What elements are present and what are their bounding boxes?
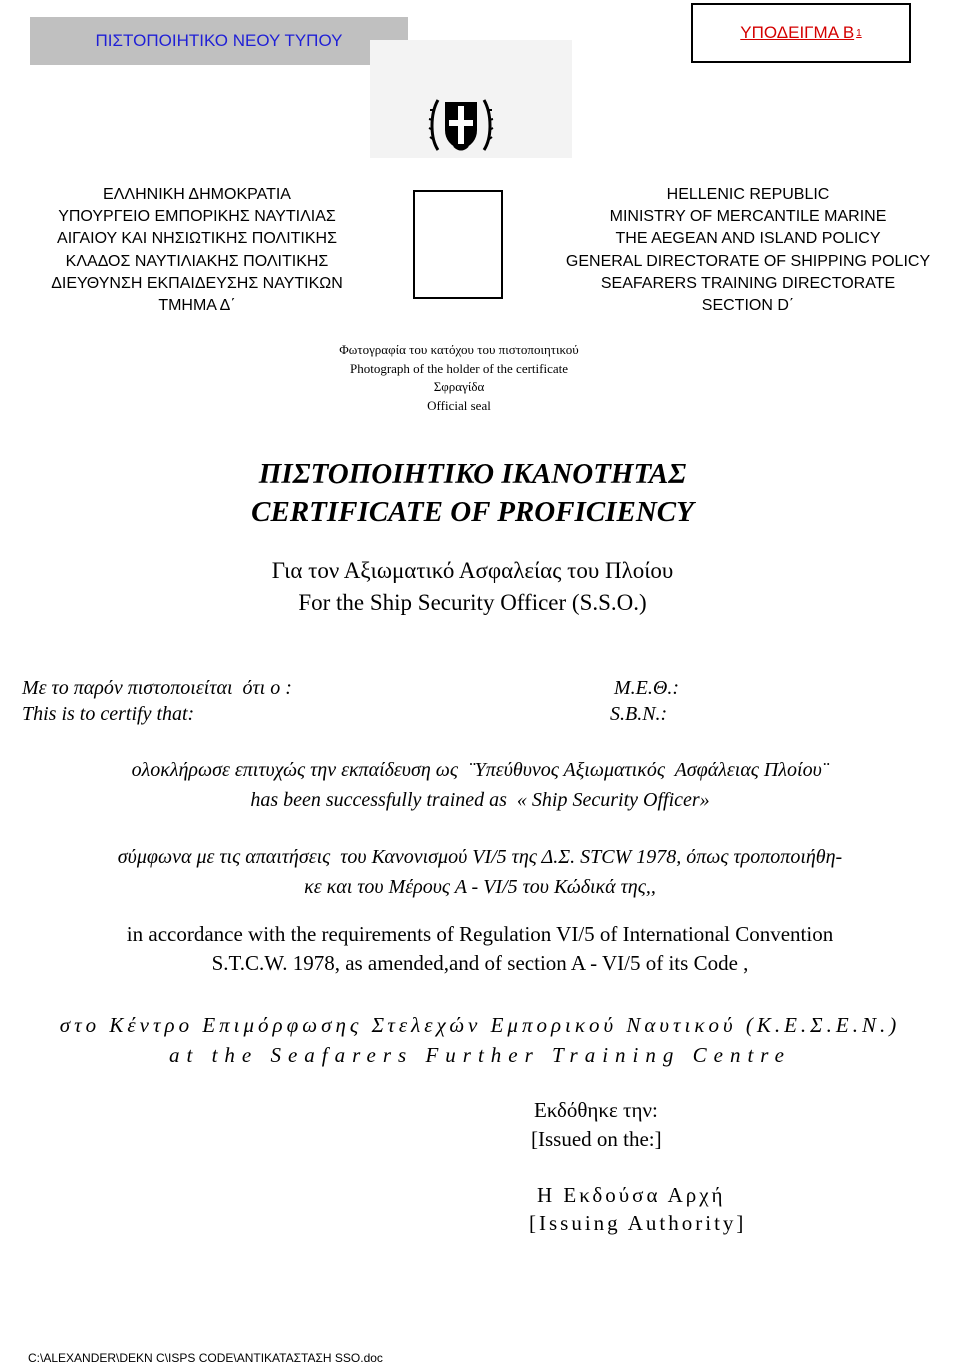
- new-type-banner: [30, 17, 408, 65]
- certify-gr: Με το παρόν πιστοποιείται ότι ο :: [22, 677, 292, 699]
- photo-caption-en: Photograph of the holder of the certificate: [349, 360, 569, 376]
- header-en-line: SEAFARERS TRAINING DIRECTORATE: [600, 274, 896, 292]
- header-en-line: SECTION D΄: [701, 297, 795, 315]
- header-gr-line: ΥΠΟΥΡΓΕΙΟ ΕΜΠΟΡΙΚΗΣ ΝΑΥΤΙΛΙΑΣ: [58, 208, 336, 226]
- greek-authority-header: [10, 184, 384, 317]
- header-gr-line: ΔΙΕΥΘΥΝΣΗ ΕΚΠΑΙΔΕΥΣΗΣ ΝΑΥΤΙΚΩΝ: [51, 274, 343, 292]
- header-en-line: HELLENIC REPUBLIC: [666, 186, 830, 203]
- accordance-en-line: in accordance with the requirements of Regulation VI/5 of International Convention: [126, 922, 834, 946]
- certificate-title: [0, 455, 945, 531]
- seal-caption-gr: Σφραγίδα: [433, 379, 485, 394]
- training-centre-gr: στο Κέντρο Επιμόρφωσης Στελεχών Εμπορικού Ναυτικού (Κ.Ε.Σ.Ε.Ν.): [59, 1013, 901, 1037]
- header-gr-line: ΤΜΗΜΑ Δ΄: [158, 297, 236, 315]
- title-gr: ΠΙΣΤΟΠΟΙΗΤΙΚΟ ΙΚΑΝΟΤΗΤΑΣ: [258, 458, 687, 490]
- certify-en: This is to certify that:: [22, 703, 195, 725]
- meth-label: Μ.Ε.Θ.:: [614, 677, 679, 699]
- subtitle-gr: Για τον Αξιωματικό Ασφαλείας του Πλοίου: [271, 558, 674, 583]
- requirements-gr-line: σύμφωνα με τις απαιτήσεις του Κανονισμού VI/5 της Δ.Σ. STCW 1978, όπως τροποποιήθη-: [117, 846, 843, 868]
- sample-footnote: 1: [856, 27, 862, 39]
- certificate-subtitle: [0, 555, 945, 619]
- trained-gr: ολοκλήρωσε επιτυχώς την εκπαίδευση ως ¨Υπεύθυνος Αξιωματικός Ασφάλειας Πλοίου¨: [131, 759, 829, 781]
- header-gr-line: ΚΛΑΔΟΣ ΝΑΥΤΙΛΙΑΚΗΣ ΠΟΛΙΤΙΚΗΣ: [65, 252, 329, 270]
- subtitle-en: For the Ship Security Officer (S.S.O.): [298, 590, 647, 615]
- accordance-en-line: S.T.C.W. 1978, as amended,and of section A - VI/5 of its Code ,: [211, 951, 749, 975]
- header-en-line: THE AEGEAN AND ISLAND POLICY: [615, 230, 881, 248]
- photo-seal-captions: [280, 341, 638, 415]
- photo-caption-gr: Φωτογραφία του κατόχου του πιστοποιητικού: [339, 342, 579, 357]
- english-authority-header: [540, 184, 956, 317]
- trained-en: has been successfully trained as « Ship Security Officer»: [250, 789, 710, 811]
- issued-on-en: [Issued on the:]: [531, 1127, 662, 1151]
- requirements-gr-line: κε και του Μέρους Α - VI/5 του Κώδικά της,,: [304, 876, 656, 898]
- issued-on-gr: Εκδόθηκε την:: [534, 1098, 658, 1122]
- issuing-authority-en: [Issuing Authority]: [529, 1211, 747, 1235]
- new-type-label: ΠΙΣΤΟΠΟΙΗΤΙΚΟ ΝΕΟΥ ΤΥΠΟΥ: [95, 31, 343, 50]
- header-en-line: MINISTRY OF MERCANTILE MARINE: [609, 208, 887, 226]
- document-file-path: C:\ALEXANDER\DEKN C\ISPS CODE\ΑΝΤΙΚΑΤΑΣΤΑΣΗ SSO.doc: [28, 1351, 383, 1365]
- seal-caption-en: Official seal: [427, 397, 491, 413]
- title-en: CERTIFICATE OF PROFICIENCY: [251, 496, 694, 528]
- sample-b-box: [691, 3, 911, 63]
- header-gr-line: ΕΛΛΗΝΙΚΗ ΔΗΜΟΚΡΑΤΙΑ: [103, 186, 291, 203]
- issuing-authority-gr: Η Εκδούσα Αρχή: [537, 1183, 726, 1207]
- header-gr-line: ΑΙΓΑΙΟΥ ΚΑΙ ΝΗΣΙΩΤΙΚΗΣ ΠΟΛΙΤΙΚΗΣ: [57, 230, 337, 248]
- sbn-label: S.B.N.:: [610, 703, 668, 725]
- header-en-line: GENERAL DIRECTORATE OF SHIPPING POLICY: [565, 252, 931, 270]
- training-centre-en: at the Seafarers Further Training Centre: [168, 1043, 792, 1067]
- greek-coat-of-arms-icon: [428, 90, 494, 156]
- sample-label: ΥΠΟΔΕΙΓΜΑ Β: [740, 23, 855, 42]
- photo-placeholder: [413, 190, 503, 299]
